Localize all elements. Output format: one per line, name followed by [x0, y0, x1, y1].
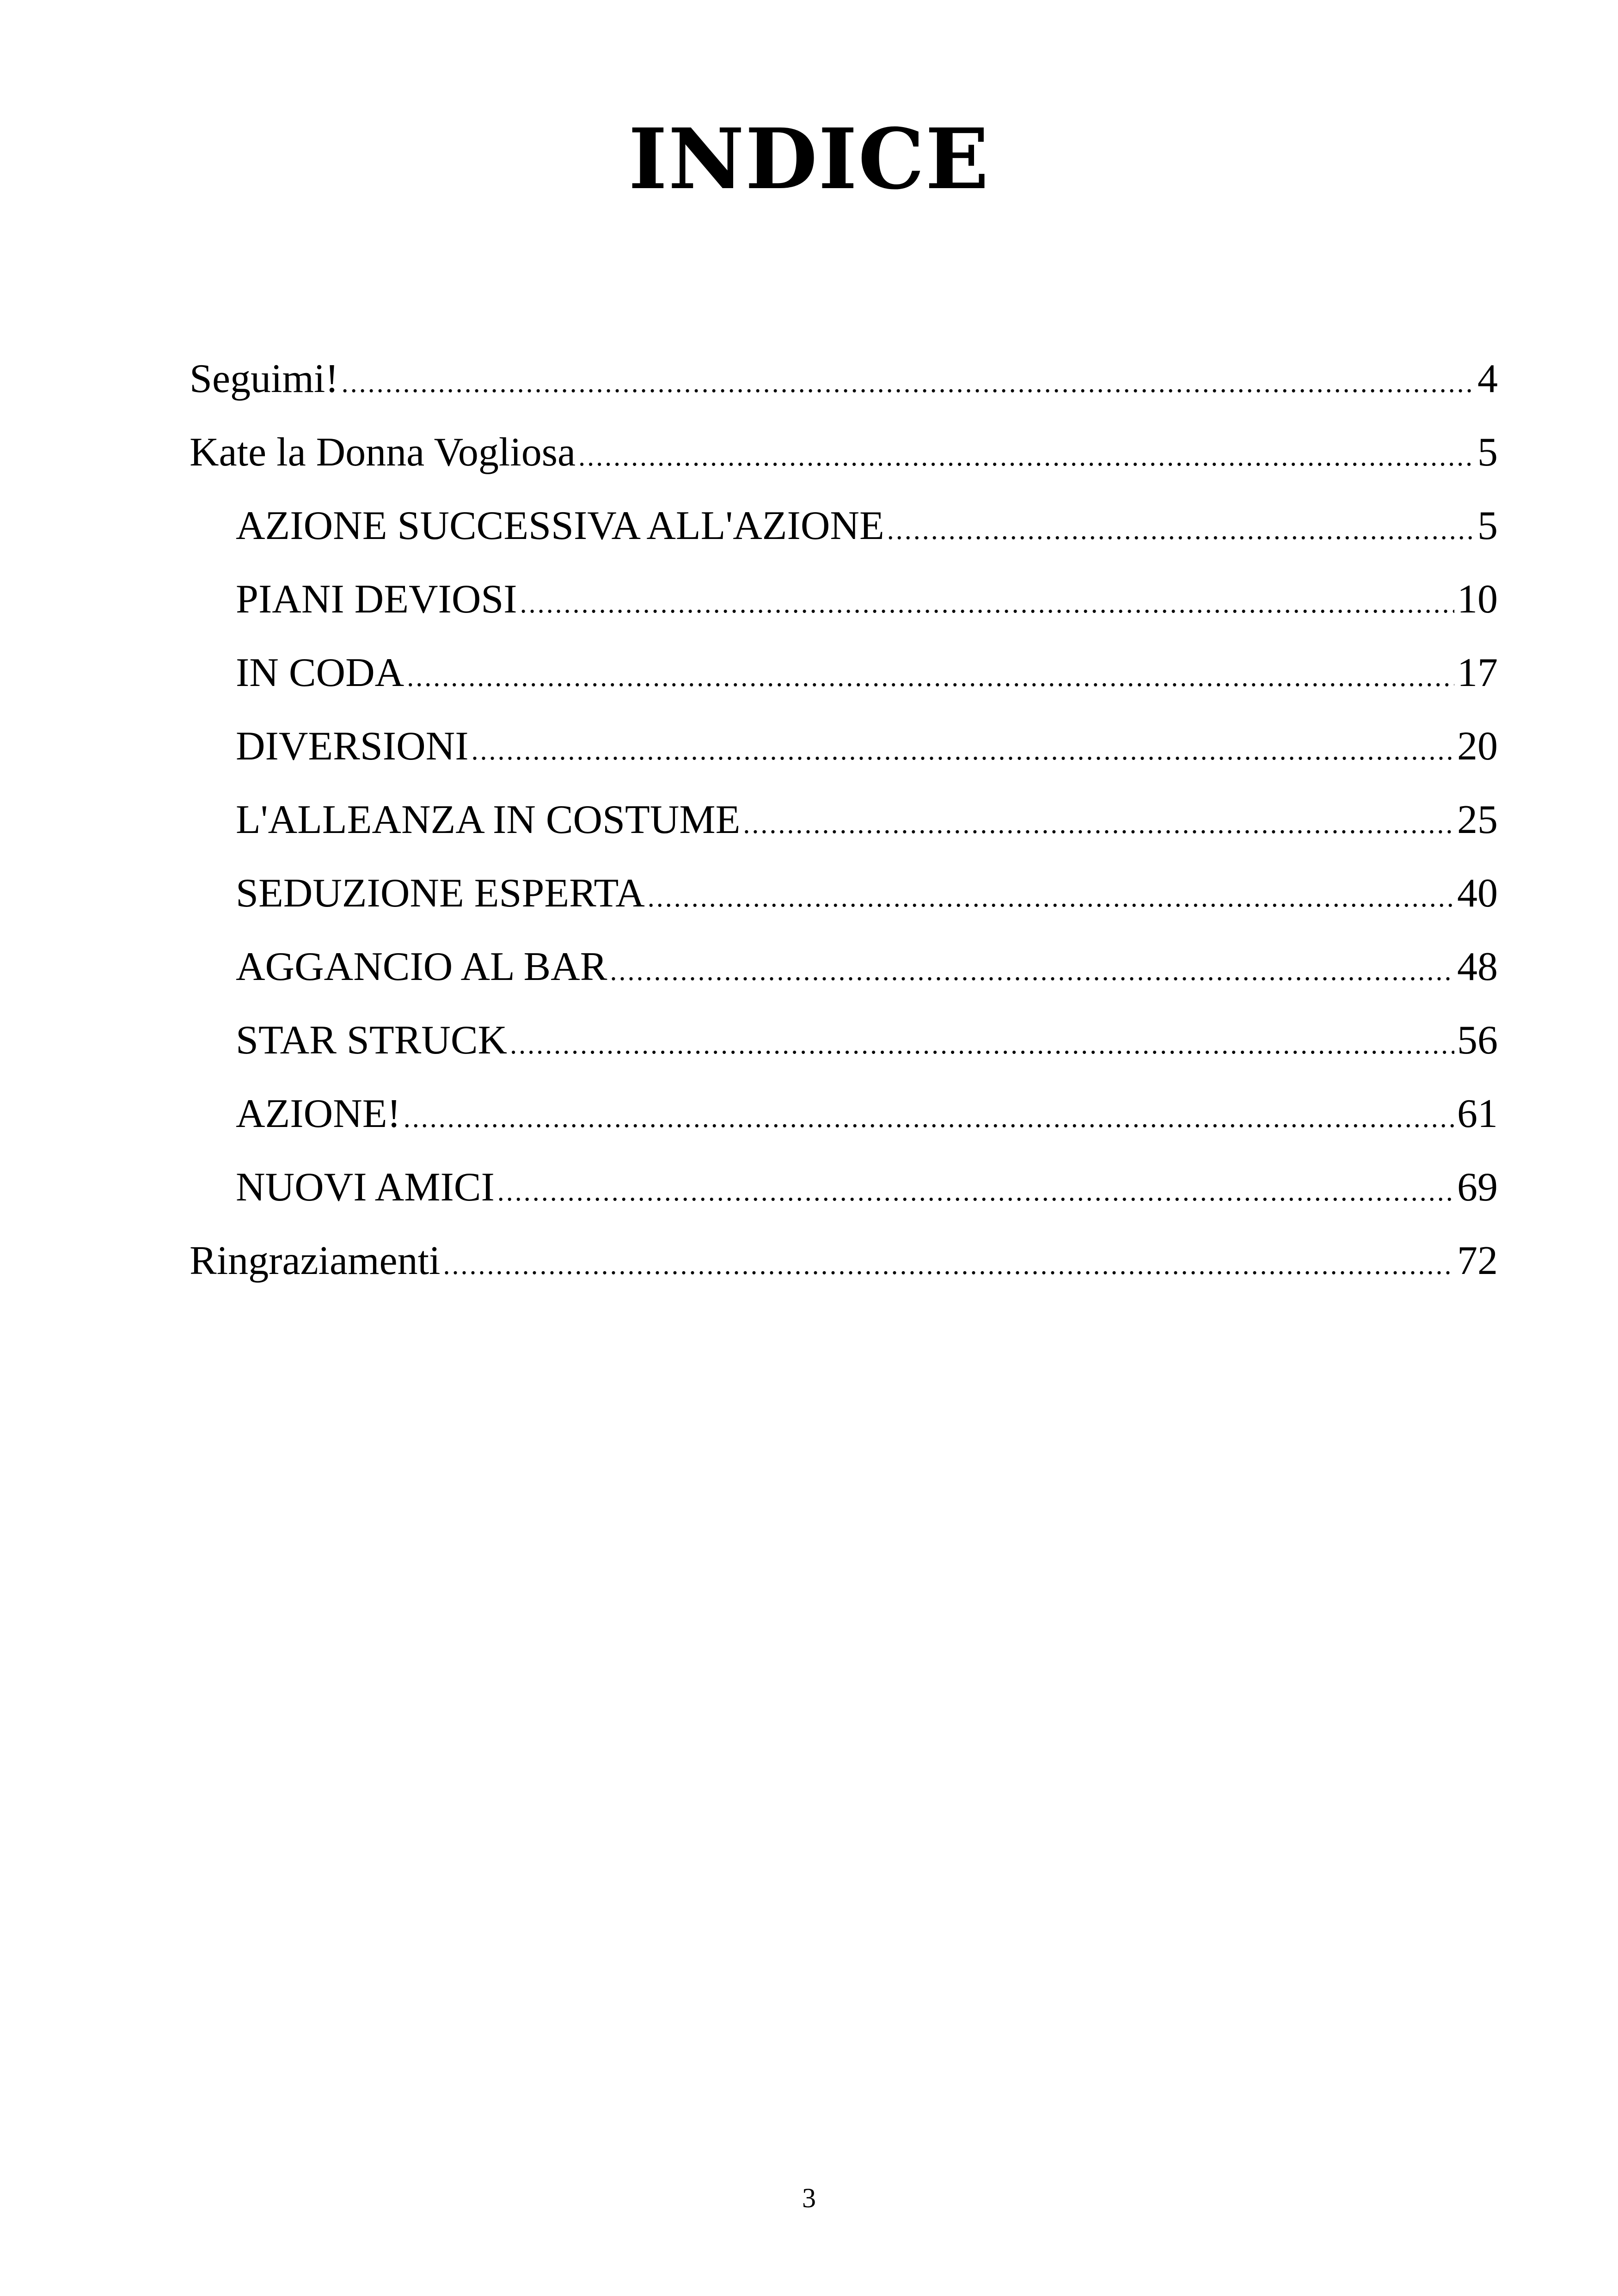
toc-entry-label: Kate la Donna Vogliosa: [190, 430, 576, 475]
toc-entry-page: 48: [1457, 944, 1498, 989]
toc-entry-page: 17: [1457, 650, 1498, 695]
toc-entry[interactable]: [190, 342, 1498, 416]
toc-entry-label: NUOVI AMICI: [236, 1165, 495, 1210]
page-title: INDICE: [628, 110, 990, 208]
toc-dot-leader: [497, 1155, 1454, 1228]
toc-dot-leader: [648, 861, 1454, 934]
toc-entry-label: L'ALLEANZA IN COSTUME: [236, 797, 741, 842]
toc-dot-leader: [443, 1228, 1454, 1302]
toc-entry[interactable]: [190, 563, 1498, 636]
toc-entry-label: SEDUZIONE ESPERTA: [236, 871, 645, 916]
toc-entry[interactable]: [190, 489, 1498, 563]
toc-entry-label: Ringraziamenti: [190, 1238, 441, 1283]
toc-entry[interactable]: [190, 636, 1498, 710]
toc-entry-page: 10: [1457, 577, 1498, 622]
toc-entry[interactable]: [190, 857, 1498, 930]
toc-entry-page: 5: [1477, 430, 1498, 475]
toc-entry[interactable]: [190, 930, 1498, 1004]
toc-dot-leader: [404, 1081, 1454, 1155]
toc-dot-leader: [510, 1008, 1454, 1081]
toc-dot-leader: [743, 787, 1454, 861]
toc-entry-page: 5: [1477, 503, 1498, 548]
toc-entry-label: AZIONE!: [236, 1091, 401, 1136]
toc-entry-page: 69: [1457, 1165, 1498, 1210]
toc-dot-leader: [887, 493, 1475, 567]
toc-dot-leader: [472, 714, 1454, 787]
toc-entry-page: 56: [1457, 1018, 1498, 1063]
toc-entry-page: 61: [1457, 1091, 1498, 1136]
toc-entry[interactable]: [190, 710, 1498, 783]
toc-entry[interactable]: [190, 1077, 1498, 1151]
toc-entry-label: AZIONE SUCCESSIVA ALL'AZIONE: [236, 503, 884, 548]
toc-entry-page: 20: [1457, 724, 1498, 769]
toc-entry[interactable]: [190, 1224, 1498, 1298]
toc-dot-leader: [520, 567, 1454, 640]
toc-entry[interactable]: [190, 783, 1498, 857]
toc-entry-label: STAR STRUCK: [236, 1018, 508, 1063]
toc-entry-label: AGGANCIO AL BAR: [236, 944, 607, 989]
toc-entry-page: 4: [1477, 356, 1498, 401]
table-of-contents: [190, 342, 1498, 1298]
toc-dot-leader: [610, 934, 1454, 1008]
toc-entry[interactable]: [190, 1004, 1498, 1077]
toc-entry-page: 72: [1457, 1238, 1498, 1283]
toc-entry-page: 25: [1457, 797, 1498, 842]
toc-dot-leader: [342, 346, 1475, 420]
toc-entry-page: 40: [1457, 871, 1498, 916]
toc-entry-label: DIVERSIONI: [236, 724, 469, 769]
toc-entry-label: IN CODA: [236, 650, 404, 695]
page-number: 3: [802, 2183, 816, 2213]
toc-dot-leader: [407, 640, 1454, 714]
toc-entry[interactable]: [190, 1151, 1498, 1224]
toc-entry-label: PIANI DEVIOSI: [236, 577, 517, 622]
toc-entry-label: Seguimi!: [190, 356, 339, 401]
toc-dot-leader: [578, 420, 1475, 493]
toc-entry[interactable]: [190, 416, 1498, 489]
